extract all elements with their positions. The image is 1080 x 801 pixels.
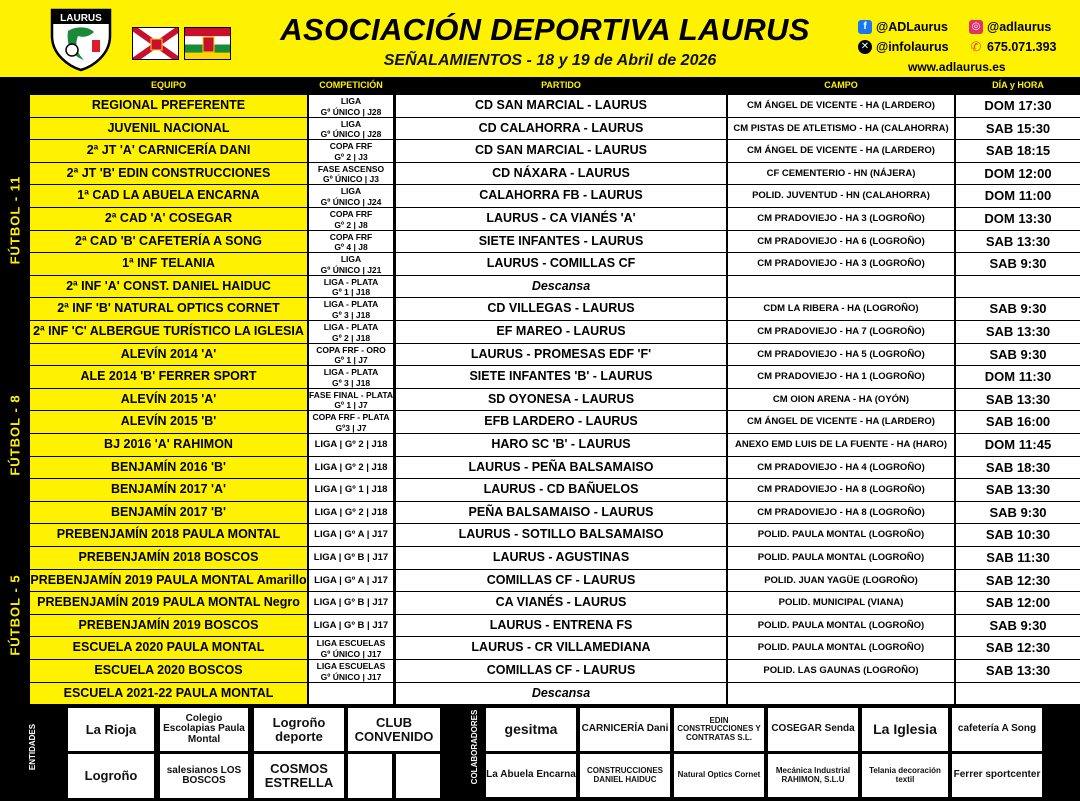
match-cell: LAURUS - SOTILLO BALSAMAISO	[396, 524, 726, 546]
team-cell: ALEVÍN 2015 'B'	[30, 411, 307, 433]
colaborador-logo-3: COSEGAR Senda	[768, 708, 858, 751]
field-cell: POLID. PAULA MONTAL (LOGROÑO)	[728, 615, 954, 637]
competition-cell	[309, 140, 393, 162]
team-cell: 1ª CAD LA ABUELA ENCARNA	[30, 185, 307, 207]
competition-cell	[309, 95, 393, 117]
match-cell: COMILLAS CF - LAURUS	[396, 660, 726, 682]
page-subtitle: SEÑALAMIENTOS - 18 y 19 de Abril de 2026	[383, 52, 717, 69]
competition-line-1: FASE FINAL - PLATA	[309, 389, 393, 400]
competition-cell	[309, 637, 393, 659]
competition-line-1: COPA FRF	[329, 231, 373, 242]
table-row	[30, 253, 1080, 276]
match-cell: LAURUS - CA VIANÉS 'A'	[396, 208, 726, 230]
time-cell: SAB 9:30	[956, 502, 1080, 524]
competition-line-1: LIGA ESCUELAS	[316, 638, 386, 649]
field-cell: CM PRADOVIEJO - HA 4 (LOGROÑO)	[728, 457, 954, 479]
match-cell: LAURUS - AGUSTINAS	[396, 547, 726, 569]
field-cell: CM PRADOVIEJO - HA 1 (LOGROÑO)	[728, 366, 954, 388]
field-cell: POLID. LAS GAUNAS (LOGROÑO)	[728, 660, 954, 682]
match-cell: CD NÁXARA - LAURUS	[396, 163, 726, 185]
colaborador-logo-2: EDIN CONSTRUCCIONES Y CONTRATAS S.L.	[674, 708, 764, 751]
team-cell: BENJAMÍN 2016 'B'	[30, 457, 307, 479]
time-cell: SAB 9:30	[956, 298, 1080, 320]
table-row	[30, 321, 1080, 344]
competition-line-2: Gº ÚNICO | J24	[320, 196, 382, 207]
colaborador-logo-1: CARNICERÍA Dani	[580, 708, 670, 751]
team-cell: BENJAMÍN 2017 'A'	[30, 479, 307, 501]
competition-line-1: LIGA	[340, 254, 362, 265]
competition-line-1: LIGA	[340, 96, 362, 106]
time-cell: DOM 17:30	[956, 95, 1080, 117]
competition-cell	[309, 434, 393, 456]
competition-cell	[309, 366, 393, 388]
competition-line-1: LIGA - PLATA	[323, 322, 379, 332]
competition-cell	[309, 660, 393, 682]
field-cell: CM ÁNGEL DE VICENTE - HA (LARDERO)	[728, 411, 954, 433]
field-cell: CDM LA RIBERA - HA (LOGROÑO)	[728, 298, 954, 320]
colaborador-logo-9: Mecánica Industrial RAHIMON, S.L.U	[768, 754, 858, 797]
match-cell: Descansa	[396, 683, 726, 705]
table-row	[30, 389, 1080, 412]
time-cell: SAB 18:15	[956, 140, 1080, 162]
instagram-icon: ◎	[969, 20, 983, 34]
match-cell: HARO SC 'B' - LAURUS	[396, 434, 726, 456]
competition-cell	[309, 592, 393, 614]
competition-cell	[309, 479, 393, 501]
field-cell: CM PISTAS DE ATLETISMO - HA (CALAHORRA)	[728, 118, 954, 140]
club-shield-label: LAURUS	[60, 13, 102, 24]
table-row	[30, 95, 1080, 118]
team-cell: PREBENJAMÍN 2018 BOSCOS	[30, 547, 307, 569]
time-cell: SAB 12:00	[956, 592, 1080, 614]
phone-link[interactable]: ✆ 675.071.393	[970, 39, 1057, 54]
table-row	[30, 434, 1080, 457]
team-cell: ESCUELA 2020 PAULA MONTAL	[30, 637, 307, 659]
team-cell: ALEVÍN 2015 'A'	[30, 389, 307, 411]
column-header-team: EQUIPO	[30, 77, 307, 94]
table-row	[30, 344, 1080, 367]
table-row	[30, 524, 1080, 547]
competition-line-2: Gº ÚNICO | J28	[320, 129, 382, 140]
team-cell: 2ª INF 'C' ALBERGUE TURÍSTICO LA IGLESIA	[30, 321, 307, 343]
match-cell: CD CALAHORRA - LAURUS	[396, 118, 726, 140]
team-cell: REGIONAL PREFERENTE	[30, 95, 307, 117]
facebook-icon: f	[858, 20, 872, 34]
competition-cell	[309, 231, 393, 253]
team-cell: BENJAMÍN 2017 'B'	[30, 502, 307, 524]
competition-line-2: Gº 4 | J8	[334, 242, 368, 253]
team-cell: PREBENJAMÍN 2019 BOSCOS	[30, 615, 307, 637]
instagram-link[interactable]: ◎ @adlaurus	[969, 20, 1051, 34]
competition-line-1: LIGA - PLATA	[323, 367, 379, 378]
time-cell: SAB 11:30	[956, 547, 1080, 569]
team-cell: 2ª CAD 'A' COSEGAR	[30, 208, 307, 230]
match-cell: LAURUS - CR VILLAMEDIANA	[396, 637, 726, 659]
website-link[interactable]: www.adlaurus.es	[908, 60, 1006, 74]
field-cell: CM PRADOVIEJO - HA 7 (LOGROÑO)	[728, 321, 954, 343]
column-header-match: PARTIDO	[396, 77, 726, 94]
table-row	[30, 683, 1080, 706]
competition-line-2: Gº ÚNICO | J17	[320, 648, 382, 659]
competition-line-1: COPA FRF	[329, 209, 373, 219]
competition-cell	[309, 457, 393, 479]
time-cell: SAB 9:30	[956, 615, 1080, 637]
field-cell: CM PRADOVIEJO - HA 6 (LOGROÑO)	[728, 231, 954, 253]
colaborador-logo-0: gesitma	[486, 708, 576, 751]
field-cell: POLID. JUAN YAGÜE (LOGROÑO)	[728, 570, 954, 592]
match-cell: LAURUS - COMILLAS CF	[396, 253, 726, 275]
time-cell: SAB 9:30	[956, 344, 1080, 366]
entidades-label: ENTIDADES	[28, 723, 37, 771]
competition-line-2: Gº ÚNICO | J3	[322, 174, 380, 185]
match-cell: SD OYONESA - LAURUS	[396, 389, 726, 411]
section-label-futbol-11: FÚTBOL - 11	[7, 175, 23, 264]
column-header-time: DÍA y HORA	[956, 77, 1080, 94]
time-cell: SAB 13:30	[956, 389, 1080, 411]
table-row	[30, 366, 1080, 389]
colaborador-logo-5: cafetería A Song	[952, 708, 1042, 751]
competition-cell	[309, 208, 393, 230]
match-cell: SIETE INFANTES - LAURUS	[396, 231, 726, 253]
field-cell: CM PRADOVIEJO - HA 8 (LOGROÑO)	[728, 479, 954, 501]
competition-cell	[309, 411, 393, 433]
team-cell: 2ª CAD 'B' CAFETERÍA A SONG	[30, 231, 307, 253]
column-header-field: CAMPO	[728, 77, 954, 94]
table-row	[30, 411, 1080, 434]
time-cell: SAB 10:30	[956, 524, 1080, 546]
competition-line-2: Gº 1 | J18	[331, 287, 371, 298]
match-cell: CD SAN MARCIAL - LAURUS	[396, 95, 726, 117]
competition-line-1: LIGA | Gº B | J17	[313, 552, 389, 563]
competition-cell	[309, 502, 393, 524]
competition-line-2: Gº ÚNICO | J28	[320, 106, 382, 117]
team-cell: 2ª INF 'B' NATURAL OPTICS CORNET	[30, 298, 307, 320]
competition-line-2: Gº 2 | J3	[334, 151, 368, 162]
field-cell: POLID. JUVENTUD - HN (CALAHORRA)	[728, 185, 954, 207]
competition-line-1: LIGA | Gº A | J17	[314, 574, 388, 586]
competition-cell	[309, 524, 393, 546]
time-cell: SAB 16:00	[956, 411, 1080, 433]
phone-icon: ✆	[970, 39, 982, 54]
field-cell: CM OION ARENA - HA (OYÓN)	[728, 389, 954, 411]
colaborador-logo-10: Telania decoración textil	[862, 754, 948, 797]
x-link[interactable]: ✕ @infolaurus	[858, 40, 949, 54]
competition-line-1: COPA FRF - ORO	[316, 344, 386, 355]
table-row	[30, 502, 1080, 525]
table-row	[30, 479, 1080, 502]
time-cell: SAB 13:30	[956, 231, 1080, 253]
competition-line-2: Gº 3 | J18	[331, 309, 371, 320]
time-cell: DOM 13:30	[956, 208, 1080, 230]
team-cell: PREBENJAMÍN 2019 PAULA MONTAL Amarillo	[30, 570, 307, 592]
entidad-logo-5: salesianos LOS BOSCOS	[160, 754, 248, 798]
competition-cell	[309, 185, 393, 207]
table-row	[30, 298, 1080, 321]
competition-line-1: LIGA - PLATA	[323, 276, 379, 287]
time-cell: DOM 11:30	[956, 366, 1080, 388]
entidad-logo-2: Logroño deporte	[254, 708, 344, 751]
field-cell: POLID. PAULA MONTAL (LOGROÑO)	[728, 547, 954, 569]
facebook-link[interactable]: f @ADLaurus	[858, 20, 948, 34]
field-cell	[728, 276, 954, 298]
table-row	[30, 140, 1080, 163]
colaborador-logo-8: Natural Optics Cornet	[674, 754, 764, 797]
column-header-competition: COMPETICIÓN	[309, 77, 393, 94]
entidad-logo-0: La Rioja	[68, 708, 154, 751]
competition-cell	[309, 615, 393, 637]
match-cell: LAURUS - PROMESAS EDF 'F'	[396, 344, 726, 366]
time-cell: SAB 13:30	[956, 479, 1080, 501]
competition-cell	[309, 276, 393, 298]
time-cell: DOM 11:45	[956, 434, 1080, 456]
team-cell: JUVENIL NACIONAL	[30, 118, 307, 140]
table-row	[30, 660, 1080, 683]
competition-cell	[309, 344, 393, 366]
match-cell: CALAHORRA FB - LAURUS	[396, 185, 726, 207]
entidad-logo-7	[348, 754, 392, 798]
team-cell: 2ª JT 'B' EDIN CONSTRUCCIONES	[30, 163, 307, 185]
field-cell: POLID. MUNICIPAL (VIANA)	[728, 592, 954, 614]
competition-line-1: LIGA | Gº 2 | J18	[314, 439, 388, 450]
team-cell: ESCUELA 2021-22 PAULA MONTAL	[30, 683, 307, 705]
colaboradores-label: COLABORADORES	[470, 709, 479, 785]
match-cell: PEÑA BALSAMAISO - LAURUS	[396, 502, 726, 524]
sponsors-area	[0, 705, 1080, 801]
team-cell: 2ª JT 'A' CARNICERÍA DANI	[30, 140, 307, 162]
table-row	[30, 637, 1080, 660]
competition-cell	[309, 298, 393, 320]
match-cell: COMILLAS CF - LAURUS	[396, 570, 726, 592]
team-cell: ESCUELA 2020 BOSCOS	[30, 660, 307, 682]
field-cell: POLID. PAULA MONTAL (LOGROÑO)	[728, 637, 954, 659]
match-cell: LAURUS - ENTRENA FS	[396, 615, 726, 637]
table-row	[30, 231, 1080, 254]
competition-line-1: LIGA - PLATA	[323, 299, 379, 310]
time-cell: DOM 11:00	[956, 185, 1080, 207]
entidad-logo-6: COSMOS ESTRELLA	[254, 754, 344, 798]
table-row	[30, 457, 1080, 480]
competition-line-2: Gº 2 | J18	[331, 332, 371, 343]
competition-line-2: Gº 3 | J18	[331, 377, 371, 388]
table-row	[30, 570, 1080, 593]
competition-line-1: LIGA | Gº 2 | J18	[314, 506, 388, 518]
competition-line-2: Gº ÚNICO | J21	[320, 264, 382, 275]
competition-cell	[309, 321, 393, 343]
section-label-futbol-8: FÚTBOL - 8	[7, 393, 23, 476]
time-cell: SAB 13:30	[956, 660, 1080, 682]
time-cell: DOM 12:00	[956, 163, 1080, 185]
competition-line-1: COPA FRF	[329, 141, 373, 152]
team-cell: ALEVÍN 2014 'A'	[30, 344, 307, 366]
page-title: ASOCIACIÓN DEPORTIVA LAURUS	[280, 12, 810, 47]
match-cell: Descansa	[396, 276, 726, 298]
header	[0, 0, 1080, 77]
team-cell: 1ª INF TELANIA	[30, 253, 307, 275]
entidad-logo-1: Colegio Escolapias Paula Montal	[160, 708, 248, 751]
table-row	[30, 592, 1080, 615]
competition-line-1: LIGA | Gº A | J17	[314, 529, 388, 541]
time-cell: SAB 13:30	[956, 321, 1080, 343]
table-row	[30, 208, 1080, 231]
colaborador-logo-11: Ferrer sportcenter	[952, 754, 1042, 797]
time-cell: SAB 9:30	[956, 253, 1080, 275]
competition-line-2: Gº 1 | J7	[334, 400, 368, 411]
match-cell: LAURUS - CD BAÑUELOS	[396, 479, 726, 501]
competition-line-1: COPA FRF - PLATA	[312, 412, 390, 423]
competition-line-1: LIGA | Gº B | J17	[313, 597, 389, 609]
competition-cell	[309, 163, 393, 185]
entidad-logo-3: CLUB CONVENIDO	[348, 708, 440, 751]
team-cell: PREBENJAMÍN 2018 PAULA MONTAL	[30, 524, 307, 546]
match-cell: EFB LARDERO - LAURUS	[396, 411, 726, 433]
competition-line-1: LIGA ESCUELAS	[316, 661, 386, 671]
field-cell: POLID. PAULA MONTAL (LOGROÑO)	[728, 524, 954, 546]
team-cell: BJ 2016 'A' RAHIMON	[30, 434, 307, 456]
colaborador-logo-4: La Iglesia	[862, 708, 948, 751]
entidad-logo-8	[396, 754, 440, 798]
colaborador-logo-7: CONSTRUCCIONES DANIEL HAIDUC	[580, 754, 670, 797]
table-row	[30, 185, 1080, 208]
competition-cell	[309, 389, 393, 411]
competition-cell	[309, 253, 393, 275]
x-icon: ✕	[858, 40, 872, 54]
competition-line-2: Gº 2 | J8	[334, 219, 368, 230]
competition-cell	[309, 683, 393, 705]
time-cell	[956, 276, 1080, 298]
match-cell: LAURUS - PEÑA BALSAMAISO	[396, 457, 726, 479]
flag-rioja-icon	[132, 27, 179, 60]
competition-cell	[309, 547, 393, 569]
competition-line-1: LIGA | Gº 1 | J18	[314, 484, 388, 496]
field-cell: CM PRADOVIEJO - HA 8 (LOGROÑO)	[728, 502, 954, 524]
match-cell: CD SAN MARCIAL - LAURUS	[396, 140, 726, 162]
field-cell: CM PRADOVIEJO - HA 3 (LOGROÑO)	[728, 253, 954, 275]
competition-line-1: LIGA | Gº 2 | J18	[314, 461, 388, 473]
team-cell: PREBENJAMÍN 2019 PAULA MONTAL Negro	[30, 592, 307, 614]
club-shield-icon	[48, 6, 114, 72]
table-row	[30, 163, 1080, 186]
competition-line-1: LIGA	[340, 186, 362, 197]
team-cell: ALE 2014 'B' FERRER SPORT	[30, 366, 307, 388]
competition-cell	[309, 118, 393, 140]
field-cell: CM PRADOVIEJO - HA 3 (LOGROÑO)	[728, 208, 954, 230]
competition-line-1: FASE ASCENSO	[317, 163, 385, 174]
colaborador-logo-6: La Abuela Encarna	[486, 754, 576, 797]
time-cell: SAB 18:30	[956, 457, 1080, 479]
time-cell: SAB 15:30	[956, 118, 1080, 140]
time-cell: SAB 12:30	[956, 637, 1080, 659]
field-cell: CM ÁNGEL DE VICENTE - HA (LARDERO)	[728, 140, 954, 162]
team-cell: 2ª INF 'A' CONST. DANIEL HAIDUC	[30, 276, 307, 298]
table-row	[30, 118, 1080, 141]
competition-line-1: LIGA	[340, 118, 362, 129]
flag-region-icon	[184, 27, 231, 60]
match-cell: CA VIANÉS - LAURUS	[396, 592, 726, 614]
field-cell: CM PRADOVIEJO - HA 5 (LOGROÑO)	[728, 344, 954, 366]
field-cell: CF CEMENTERIO - HN (NÁJERA)	[728, 163, 954, 185]
competition-line-2: Gº3 | J7	[335, 422, 367, 433]
field-cell: CM ÁNGEL DE VICENTE - HA (LARDERO)	[728, 95, 954, 117]
field-cell	[728, 683, 954, 705]
match-cell: CD VILLEGAS - LAURUS	[396, 298, 726, 320]
time-cell	[956, 683, 1080, 705]
match-cell: EF MAREO - LAURUS	[396, 321, 726, 343]
competition-line-2: Gº ÚNICO | J17	[320, 671, 382, 682]
competition-line-1: LIGA | Gº B | J17	[313, 619, 389, 631]
competition-cell	[309, 570, 393, 592]
section-label-futbol-5: FÚTBOL - 5	[7, 574, 23, 656]
table-row	[30, 547, 1080, 570]
entidad-logo-4: Logroño	[68, 754, 154, 798]
table-row	[30, 615, 1080, 638]
table-row	[30, 276, 1080, 299]
time-cell: SAB 12:30	[956, 570, 1080, 592]
field-cell: ANEXO EMD LUIS DE LA FUENTE - HA (HARO)	[728, 434, 954, 456]
match-cell: SIETE INFANTES 'B' - LAURUS	[396, 366, 726, 388]
competition-line-2: Gº 1 | J7	[334, 355, 368, 366]
